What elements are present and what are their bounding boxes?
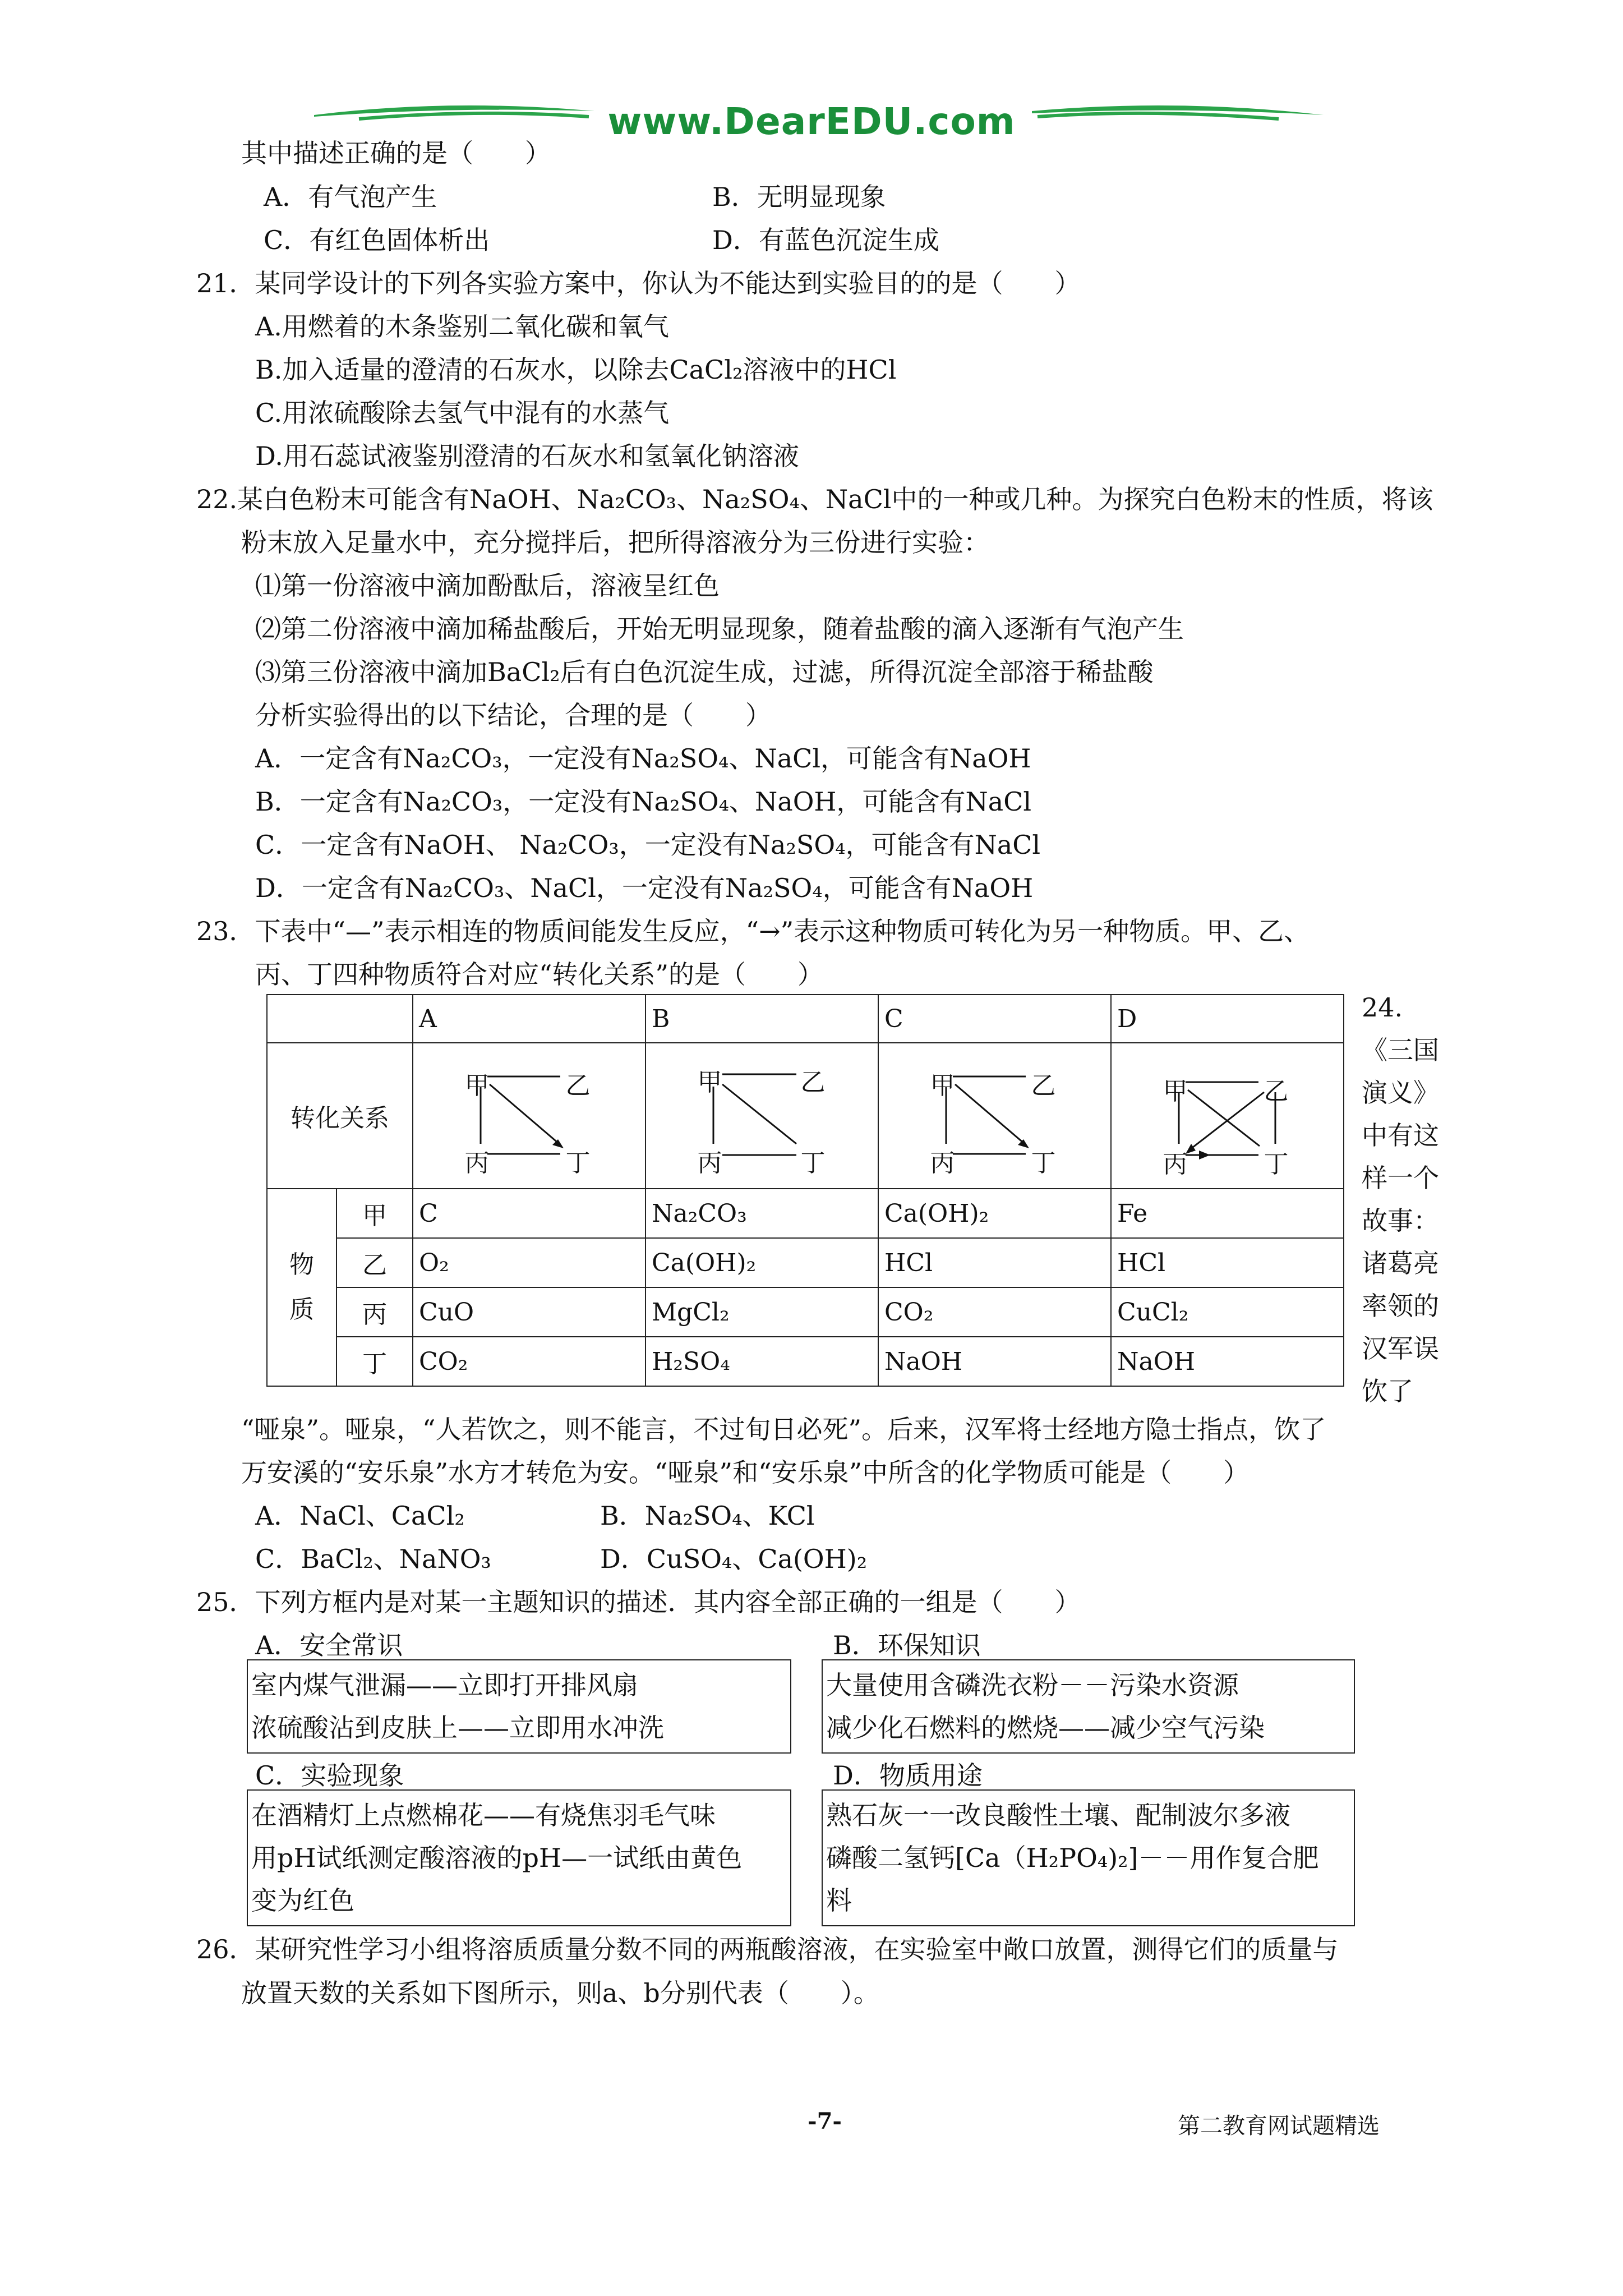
diagram-d-yi: 乙	[1264, 1077, 1289, 1106]
q23-cell: CuCl₂	[1111, 1287, 1344, 1337]
q21-option-d: D.用石蕊试液鉴别澄清的石灰水和氢氧化钠溶液	[255, 441, 799, 471]
q23-row-ding-label: 丁	[336, 1337, 413, 1386]
q25-d-line: 熟石灰一一改良酸性土壤、配制波尔多液	[826, 1800, 1290, 1830]
diagram-b-ding: 丁	[800, 1149, 826, 1177]
diagram-d-ding: 丁	[1264, 1150, 1289, 1179]
q23-cell: HCl	[1111, 1238, 1344, 1287]
q24-line2: 万安溪的“安乐泉”水方才转危为安。“哑泉”和“安乐泉”中所含的化学物质可能是（ ）	[241, 1457, 1249, 1488]
q24-line1: “哑泉”。哑泉，“人若饮之，则不能言，不过旬日必死”。后来，汉军将士经地方隐士指点，饮了	[241, 1414, 1326, 1444]
q23-col-d: D	[1111, 995, 1344, 1043]
q23-col-a: A	[413, 995, 645, 1043]
q23-row-bing-label: 丙	[336, 1287, 413, 1337]
q23-cell: NaOH	[1111, 1337, 1344, 1386]
q25-group-b-title: B．环保知识	[833, 1630, 981, 1660]
q24-option-c: C．BaCl₂、NaNO₃	[255, 1544, 491, 1574]
footer-page-number: -7-	[808, 2108, 842, 2134]
q23-stem-line1: 23．下表中“—”表示相连的物质间能发生反应，“→”表示这种物质可转化为另一种物质。甲、乙、	[196, 916, 1310, 946]
footer-source: 第二教育网试题精选	[1178, 2113, 1380, 2139]
q25-b-line: 减少化石燃料的燃烧——减少空气污染	[826, 1713, 1265, 1743]
q25-stem: 25．下列方框内是对某一主题知识的描述．其内容全部正确的一组是（ ）	[196, 1587, 1081, 1617]
q23-relation-label: 转化关系	[267, 1043, 413, 1189]
q24-side-line: 诸葛亮	[1362, 1248, 1439, 1278]
q23-cell: NaOH	[878, 1337, 1111, 1386]
q20-option-d: D．有蓝色沉淀生成	[712, 225, 939, 255]
q23-cell: CuO	[413, 1287, 645, 1337]
q23-cell: Ca(OH)₂	[878, 1189, 1111, 1238]
q23-cell: H₂SO₄	[645, 1337, 878, 1386]
diagram-a-jia: 甲	[464, 1071, 490, 1100]
q22-option-a: A．一定含有Na₂CO₃，一定没有Na₂SO₄、NaCl，可能含有NaOH	[255, 743, 1031, 774]
q21-option-c: C.用浓硫酸除去氢气中混有的水蒸气	[255, 398, 670, 428]
q23-diagram-c	[878, 1043, 1111, 1189]
q24-side-line: 汉军误	[1362, 1333, 1439, 1364]
q26-line2: 放置天数的关系如下图所示，则a、b分别代表（ ）。	[241, 1978, 879, 2008]
q25-c-line: 用pH试纸测定酸溶液的pH—一试纸由黄色	[251, 1843, 743, 1873]
q24-side-line: 24.	[1362, 992, 1403, 1023]
q25-c-line: 变为红色	[251, 1885, 354, 1916]
q25-box-b	[822, 1659, 1355, 1754]
diagram-b-yi: 乙	[800, 1068, 826, 1097]
q20-option-a: A．有气泡产生	[264, 182, 437, 212]
q23-cell: Fe	[1111, 1189, 1344, 1238]
q22-option-b: B．一定含有Na₂CO₃，一定没有Na₂SO₄、NaOH，可能含有NaCl	[255, 786, 1032, 817]
q23-row-jia-label: 甲	[336, 1189, 413, 1238]
q23-cell: HCl	[878, 1238, 1111, 1287]
q25-group-a-title: A．安全常识	[255, 1630, 403, 1660]
q23-cell: CO₂	[413, 1337, 645, 1386]
q22-option-c: C．一定含有NaOH、 Na₂CO₃，一定没有Na₂SO₄，可能含有NaCl	[255, 830, 1041, 860]
diagram-c-ding: 丁	[1031, 1149, 1056, 1177]
q24-side-line: 样一个	[1362, 1163, 1439, 1193]
q23-cell: Ca(OH)₂	[645, 1238, 878, 1287]
q25-group-c-title: C．实验现象	[255, 1760, 404, 1791]
q21-option-b: B.加入适量的澄清的石灰水，以除去CaCl₂溶液中的HCl	[255, 355, 897, 385]
q25-box-c	[247, 1789, 791, 1926]
q20-stem: 其中描述正确的是（ ）	[241, 138, 551, 168]
diagram-b-bing: 丙	[697, 1149, 722, 1177]
q24-side-line: 故事：	[1362, 1205, 1439, 1236]
q25-d-line: 磷酸二氢钙[Ca（H₂PO₄)₂]－－用作复合肥	[826, 1843, 1319, 1873]
q24-side-text	[1362, 986, 1439, 1412]
q22-stem-line1: 22.某白色粉末可能含有NaOH、Na₂CO₃、Na₂SO₄、NaCl中的一种或几种。为探究白色粉末的性质，将该	[196, 484, 1433, 514]
q24-side-line: 演义》	[1362, 1078, 1439, 1108]
q24-side-line: 率领的	[1362, 1291, 1439, 1321]
q23-diagram-b	[645, 1043, 878, 1189]
q25-a-line: 室内煤气泄漏——立即打开排风扇	[251, 1670, 638, 1700]
q23-diagram-d	[1111, 1043, 1344, 1189]
diagram-a-yi: 乙	[565, 1071, 591, 1100]
q22-stem-line2: 粉末放入足量水中，充分搅拌后，把所得溶液分为三份进行实验：	[241, 527, 989, 558]
q25-group-d-title: D．物质用途	[833, 1760, 983, 1791]
q24-side-line: 中有这	[1362, 1120, 1439, 1151]
q25-box-a	[247, 1659, 791, 1754]
q23-cell: C	[413, 1189, 645, 1238]
diagram-c-bing: 丙	[930, 1149, 955, 1177]
q23-table	[266, 994, 1344, 1387]
q25-b-line: 大量使用含磷洗衣粉－－污染水资源	[826, 1670, 1239, 1700]
q22-step-1: ⑴第一份溶液中滴加酚酞后，溶液呈红色	[255, 570, 720, 601]
diagram-c-yi: 乙	[1031, 1071, 1056, 1100]
q23-header-empty	[267, 995, 413, 1043]
diagram-d-jia: 甲	[1163, 1077, 1188, 1106]
q22-option-d: D．一定含有Na₂CO₃、NaCl，一定没有Na₂SO₄，可能含有NaOH	[255, 873, 1034, 903]
q25-d-line: 料	[826, 1885, 852, 1916]
q23-diagram-a	[413, 1043, 645, 1189]
q24-option-d: D．CuSO₄、Ca(OH)₂	[600, 1544, 868, 1574]
q23-row-yi-label: 乙	[336, 1238, 413, 1287]
q22-step-2: ⑵第二份溶液中滴加稀盐酸后，开始无明显现象，随着盐酸的滴入逐渐有气泡产生	[255, 614, 1184, 644]
q24-option-a: A．NaCl、CaCl₂	[255, 1501, 465, 1531]
q23-cell: MgCl₂	[645, 1287, 878, 1337]
q23-substance-label-1: 物	[289, 1250, 314, 1279]
diagram-b-jia: 甲	[697, 1068, 722, 1097]
q23-cell: Na₂CO₃	[645, 1189, 878, 1238]
q24-option-b: B．Na₂SO₄、KCl	[600, 1501, 815, 1531]
q23-cell: O₂	[413, 1238, 645, 1287]
q22-step-3: ⑶第三份溶液中滴加BaCl₂后有白色沉淀生成，过滤，所得沉淀全部溶于稀盐酸	[255, 657, 1154, 687]
q24-side-line: 《三国	[1362, 1035, 1439, 1065]
q23-col-c: C	[878, 995, 1111, 1043]
q23-substance-label	[267, 1189, 336, 1386]
q21-option-a: A.用燃着的木条鉴别二氧化碳和氧气	[255, 311, 669, 342]
q21-stem: 21．某同学设计的下列各实验方案中，你认为不能达到实验目的的是（ ）	[196, 268, 1081, 298]
q24-side-line: 饮了	[1362, 1376, 1413, 1406]
q25-a-line: 浓硫酸沾到皮肤上——立即用水冲洗	[251, 1713, 664, 1743]
q20-option-c: C．有红色固体析出	[264, 225, 490, 255]
diagram-c-jia: 甲	[930, 1071, 955, 1100]
q23-col-b: B	[645, 995, 878, 1043]
q25-box-d	[822, 1789, 1355, 1926]
q26-line1: 26．某研究性学习小组将溶质质量分数不同的两瓶酸溶液，在实验室中敞口放置，测得它们的质量与	[196, 1934, 1339, 1964]
q22-question: 分析实验得出的以下结论，合理的是（ ）	[255, 700, 771, 730]
header-site-logo: www.DearEDU.com	[607, 100, 1016, 143]
diagram-a-ding: 丁	[565, 1149, 591, 1177]
diagram-a-bing: 丙	[464, 1149, 490, 1177]
q23-cell: CO₂	[878, 1287, 1111, 1337]
diagram-d-bing: 丙	[1163, 1150, 1188, 1179]
q25-c-line: 在酒精灯上点燃棉花——有烧焦羽毛气味	[251, 1800, 716, 1830]
q23-substance-label-2: 质	[289, 1295, 314, 1324]
q23-stem-line2: 丙、丁四种物质符合对应“转化关系”的是（ ）	[255, 959, 824, 990]
q20-option-b: B．无明显现象	[712, 182, 886, 212]
